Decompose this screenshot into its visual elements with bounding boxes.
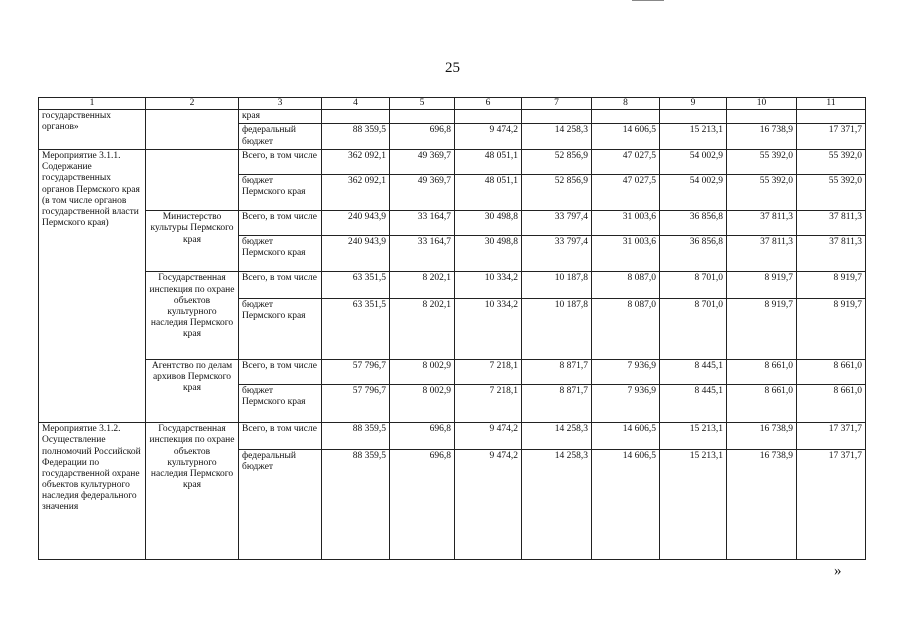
value-cell: 63 351,5 (322, 298, 390, 359)
col-header: 4 (322, 98, 390, 110)
closing-quote: » (834, 563, 842, 579)
value-cell: 696,8 (390, 423, 455, 450)
col-header: 1 (39, 98, 146, 110)
source-cell: бюджет Пермского края (239, 384, 322, 423)
value-cell: 15 213,1 (660, 423, 727, 450)
value-cell: 7 936,9 (592, 360, 660, 384)
value-cell: 362 092,1 (322, 150, 390, 174)
value-cell: 8 087,0 (592, 298, 660, 359)
source-cell: бюджет Пермского края (239, 174, 322, 211)
value-cell: 696,8 (390, 449, 455, 559)
value-cell: 54 002,9 (660, 150, 727, 174)
value-cell: 57 796,7 (322, 384, 390, 423)
table-row (39, 211, 866, 235)
table-row (39, 150, 866, 174)
executor-cell: Государственная инспекция по охране объектов культурного наследия Пермского края (146, 423, 239, 560)
table-row (39, 110, 866, 124)
value-cell: 55 392,0 (727, 174, 797, 211)
value-cell: 88 359,5 (322, 449, 390, 559)
value-cell: 47 027,5 (592, 174, 660, 211)
value-cell: 9 474,2 (455, 449, 522, 559)
value-cell: 8 202,1 (390, 272, 455, 299)
value-cell: 7 218,1 (455, 360, 522, 384)
value-cell: 48 051,1 (455, 150, 522, 174)
value-cell: 8 919,7 (727, 272, 797, 299)
value-cell: 7 218,1 (455, 384, 522, 423)
value-cell: 8 002,9 (390, 360, 455, 384)
value-cell: 362 092,1 (322, 174, 390, 211)
source-cell: федеральный бюджет (239, 449, 322, 559)
value-cell: 37 811,3 (727, 235, 797, 272)
value-cell: 37 811,3 (727, 211, 797, 235)
col-header: 8 (592, 98, 660, 110)
value-cell: 8 701,0 (660, 298, 727, 359)
measure-311-title: Мероприятие 3.1.1. Содержание государственных органов Пермского края (в том числе органов государственной власти Пермского края) (39, 150, 146, 423)
value-cell: 47 027,5 (592, 150, 660, 174)
source-cell: Всего, в том числе (239, 150, 322, 174)
value-cell: 8 661,0 (797, 360, 866, 384)
value-cell: 17 371,7 (797, 449, 866, 559)
col-header: 3 (239, 98, 322, 110)
header-row (39, 98, 866, 110)
value-cell: 17 371,7 (797, 124, 866, 150)
executor-cell: Агентство по делам архивов Пермского края (146, 360, 239, 423)
value-cell: 9 474,2 (455, 423, 522, 450)
source-cell: края (239, 110, 322, 124)
value-cell: 30 498,8 (455, 211, 522, 235)
value-cell: 696,8 (390, 124, 455, 150)
value-cell: 240 943,9 (322, 235, 390, 272)
page-number: 25 (445, 60, 460, 76)
value-cell: 8 445,1 (660, 360, 727, 384)
col-header: 7 (522, 98, 592, 110)
executor-cell (146, 110, 239, 150)
source-cell: бюджет Пермского края (239, 235, 322, 272)
value-cell: 8 661,0 (727, 360, 797, 384)
col-header: 6 (455, 98, 522, 110)
executor-cell: Государственная инспекция по охране объектов культурного наследия Пермского края (146, 272, 239, 360)
value-cell: 30 498,8 (455, 235, 522, 272)
source-cell: Всего, в том числе (239, 423, 322, 450)
value-cell: 55 392,0 (727, 150, 797, 174)
budget-table (38, 97, 866, 560)
source-cell: Всего, в том числе (239, 272, 322, 299)
table-row (39, 360, 866, 384)
value-cell: 15 213,1 (660, 449, 727, 559)
value-cell: 15 213,1 (660, 124, 727, 150)
value-cell: 36 856,8 (660, 235, 727, 272)
value-cell: 7 936,9 (592, 384, 660, 423)
value-cell: 14 258,3 (522, 124, 592, 150)
value-cell: 88 359,5 (322, 423, 390, 450)
value-cell: 14 258,3 (522, 449, 592, 559)
value-cell: 54 002,9 (660, 174, 727, 211)
value-cell: 37 811,3 (797, 235, 866, 272)
value-cell: 33 164,7 (390, 235, 455, 272)
value-cell: 33 797,4 (522, 211, 592, 235)
col-header: 5 (390, 98, 455, 110)
value-cell: 14 606,5 (592, 449, 660, 559)
value-cell: 16 738,9 (727, 423, 797, 450)
value-cell: 8 701,0 (660, 272, 727, 299)
value-cell: 63 351,5 (322, 272, 390, 299)
value-cell: 17 371,7 (797, 423, 866, 450)
top-edge-mark (632, 0, 664, 1)
value-cell: 55 392,0 (797, 150, 866, 174)
table-row (39, 272, 866, 299)
value-cell: 10 187,8 (522, 298, 592, 359)
value-cell: 10 187,8 (522, 272, 592, 299)
value-cell: 14 606,5 (592, 423, 660, 450)
value-cell: 57 796,7 (322, 360, 390, 384)
executor-cell: Министерство культуры Пермского края (146, 211, 239, 272)
value-cell: 88 359,5 (322, 124, 390, 150)
value-cell: 48 051,1 (455, 174, 522, 211)
value-cell: 14 606,5 (592, 124, 660, 150)
value-cell: 8 871,7 (522, 384, 592, 423)
source-cell: Всего, в том числе (239, 211, 322, 235)
value-cell: 16 738,9 (727, 449, 797, 559)
executor-cell (146, 150, 239, 211)
col-header: 10 (727, 98, 797, 110)
measure-312-title: Мероприятие 3.1.2. Осуществление полномочий Российской Федерации по государственной охране объектов культурного наследия федерального значения (39, 423, 146, 560)
source-cell: бюджет Пермского края (239, 298, 322, 359)
value-cell: 16 738,9 (727, 124, 797, 150)
value-cell: 8 202,1 (390, 298, 455, 359)
source-cell: федеральный бюджет (239, 124, 322, 150)
value-cell: 9 474,2 (455, 124, 522, 150)
value-cell: 49 369,7 (390, 150, 455, 174)
col-header: 9 (660, 98, 727, 110)
value-cell: 33 797,4 (522, 235, 592, 272)
col-header: 2 (146, 98, 239, 110)
value-cell: 52 856,9 (522, 150, 592, 174)
value-cell: 52 856,9 (522, 174, 592, 211)
value-cell: 14 258,3 (522, 423, 592, 450)
value-cell: 8 661,0 (797, 384, 866, 423)
value-cell: 36 856,8 (660, 211, 727, 235)
measure-cell: государственных органов» (39, 110, 146, 150)
value-cell: 8 919,7 (797, 272, 866, 299)
value-cell: 10 334,2 (455, 272, 522, 299)
value-cell: 8 871,7 (522, 360, 592, 384)
value-cell: 31 003,6 (592, 235, 660, 272)
value-cell: 8 002,9 (390, 384, 455, 423)
value-cell: 37 811,3 (797, 211, 866, 235)
source-cell: Всего, в том числе (239, 360, 322, 384)
value-cell: 240 943,9 (322, 211, 390, 235)
value-cell: 8 919,7 (797, 298, 866, 359)
value-cell: 10 334,2 (455, 298, 522, 359)
col-header: 11 (797, 98, 866, 110)
value-cell: 49 369,7 (390, 174, 455, 211)
table-row (39, 423, 866, 450)
value-cell: 31 003,6 (592, 211, 660, 235)
value-cell: 8 661,0 (727, 384, 797, 423)
value-cell: 8 919,7 (727, 298, 797, 359)
value-cell: 55 392,0 (797, 174, 866, 211)
value-cell: 33 164,7 (390, 211, 455, 235)
value-cell: 8 087,0 (592, 272, 660, 299)
value-cell: 8 445,1 (660, 384, 727, 423)
